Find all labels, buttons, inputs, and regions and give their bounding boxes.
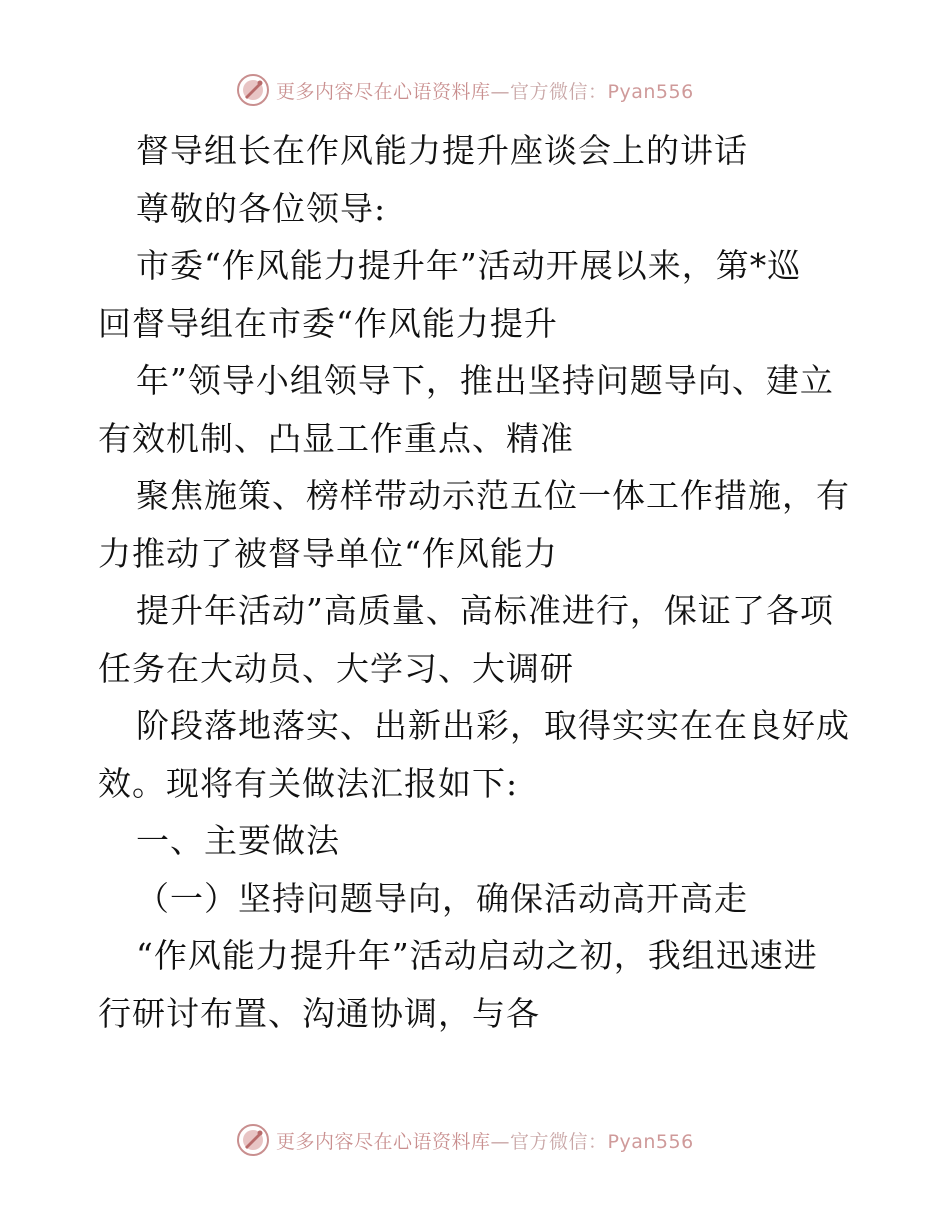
watermark-official-label: 官方微信： [510,1130,608,1153]
watermark-main-text: 更多内容尽在心语资料库 [276,80,491,103]
paragraph-line: “作风能力提升年”活动启动之初，我组迅速进 [136,936,818,975]
paragraph-line: 年”领导小组领导下，推出坚持问题导向、建立 [136,361,834,400]
paragraph-line: 力推动了被督导单位“作风能力 [98,533,558,573]
paragraph-line: 行研讨布置、沟通协调，与各 [98,993,540,1033]
paragraph-line: 任务在大动员、大学习、大调研 [98,648,574,688]
paragraph-line: 市委“作风能力提升年”活动开展以来，第*巡 [136,246,802,285]
paragraph-line: 回督导组在市委“作风能力提升 [98,303,558,343]
subsection-heading: （一）坚持问题导向，确保活动高开高走 [136,878,748,918]
red-seal-logo-icon [236,73,270,107]
salutation: 尊敬的各位领导: [136,188,387,228]
footer-watermark [236,1122,694,1158]
watermark-wechat-id: Pyan556 [607,80,694,103]
section-heading: 一、主要做法 [136,821,340,860]
watermark-main-text: 更多内容尽在心语资料库 [276,1130,491,1153]
red-seal-logo-icon [236,1123,270,1157]
watermark-text [276,77,694,104]
watermark-dash: — [490,1130,511,1153]
document-body [98,122,858,1042]
watermark-text [276,1127,694,1154]
watermark-official-label: 官方微信： [510,80,608,103]
paragraph-line: 聚焦施策、榜样带动示范五位一体工作措施，有 [136,476,850,515]
paragraph-line: 效。现将有关做法汇报如下: [98,763,519,803]
watermark-dash: — [490,80,511,103]
paragraph-line: 阶段落地落实、出新出彩，取得实实在在良好成 [136,706,850,745]
paragraph-line: 提升年活动”高质量、高标准进行，保证了各项 [136,591,834,630]
paragraph-line: 有效机制、凸显工作重点、精准 [98,418,574,458]
watermark-wechat-id: Pyan556 [607,1130,694,1153]
header-watermark [236,72,694,108]
document-title: 督导组长在作风能力提升座谈会上的讲话 [136,131,748,170]
